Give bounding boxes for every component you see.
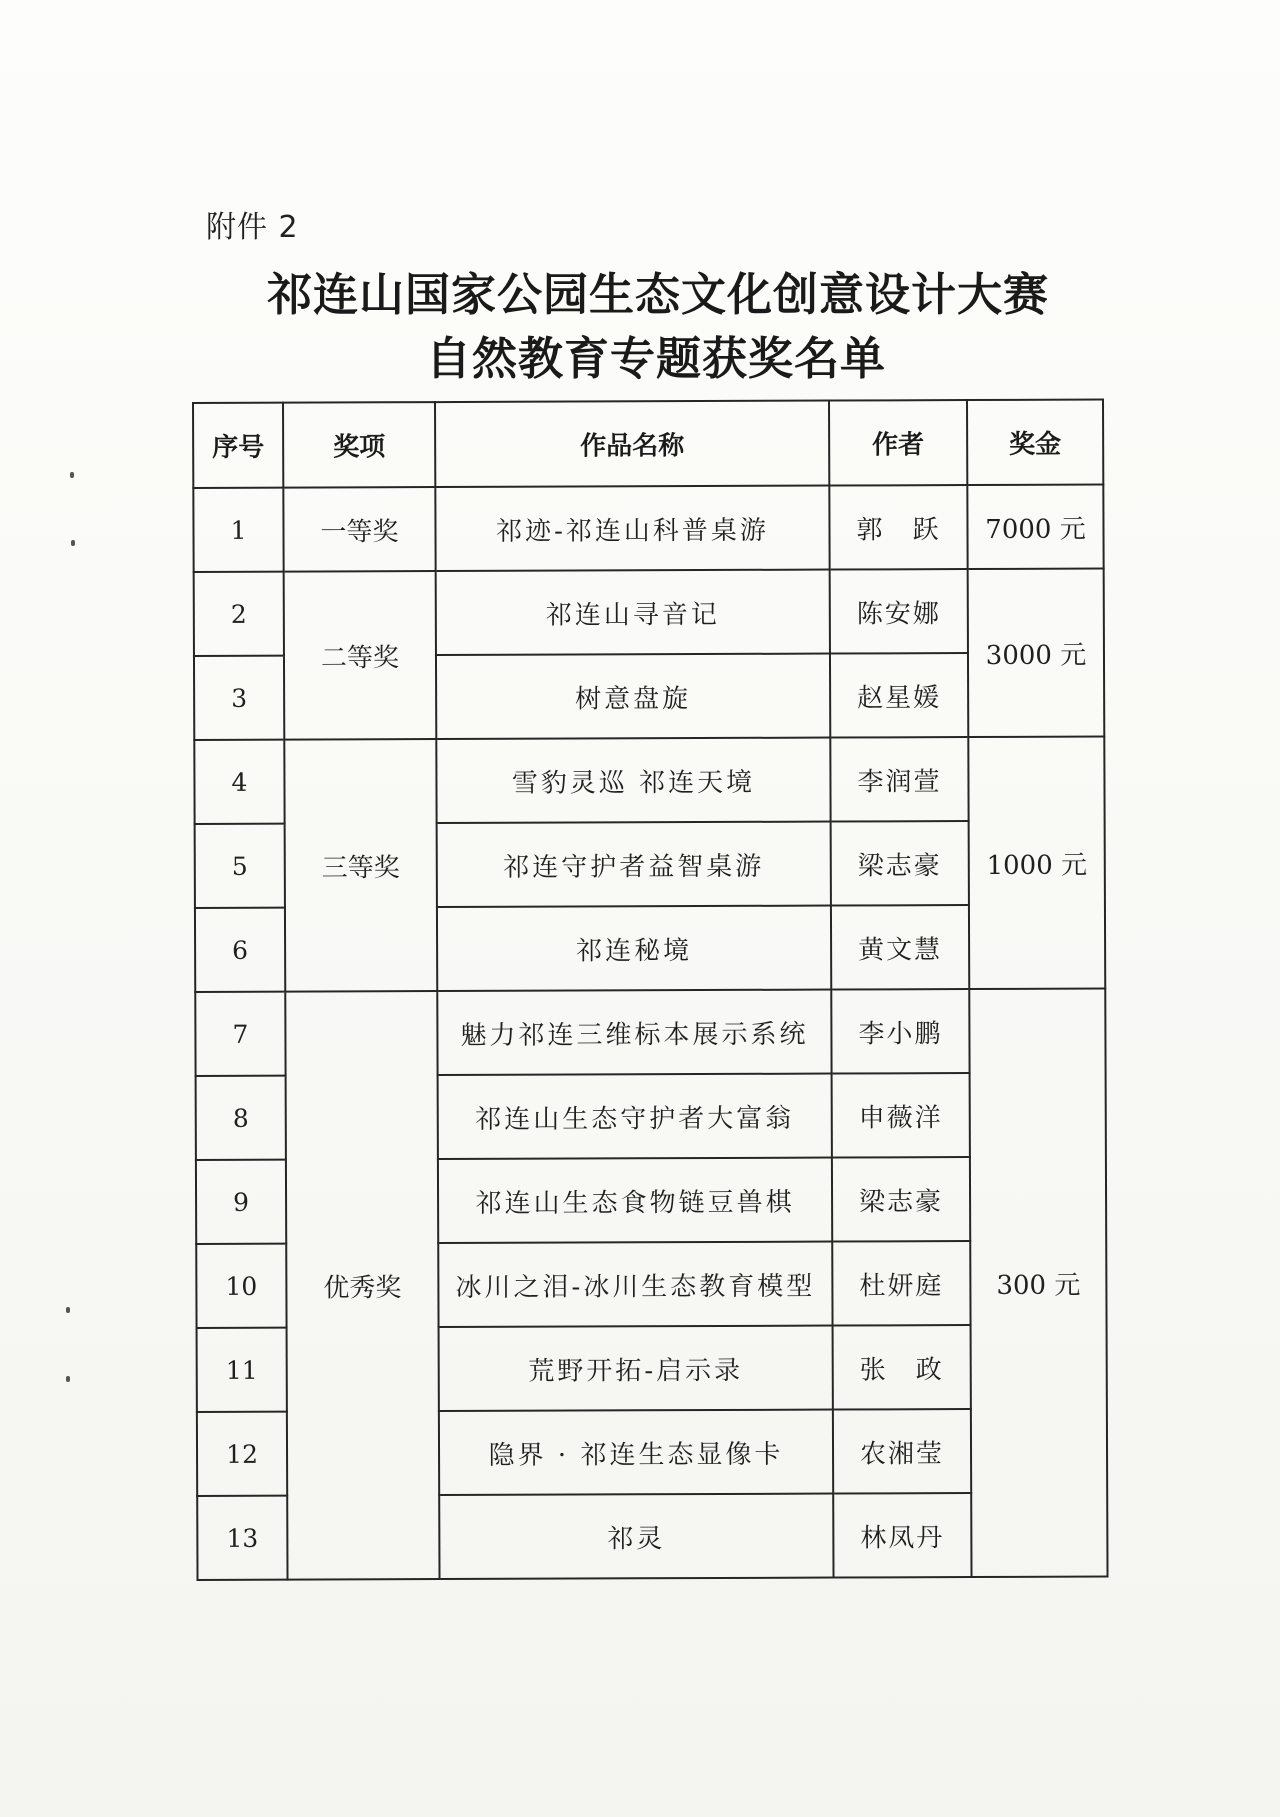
document-title: 祁连山国家公园生态文化创意设计大赛: [266, 268, 1049, 321]
row-index: 11: [197, 1328, 287, 1412]
row-index: 10: [196, 1244, 286, 1328]
work-title: 祁连山寻音记: [436, 570, 830, 656]
row-index: 1: [193, 488, 283, 572]
author-name: 李润萱: [830, 737, 968, 822]
column-header-author: 作者: [829, 400, 967, 486]
attachment-label: 附件 2: [206, 210, 299, 245]
work-title: 祁迹-祁连山科普桌游: [435, 486, 829, 572]
row-index: 8: [196, 1076, 286, 1160]
row-index: 7: [195, 992, 285, 1076]
work-title: 祁连秘境: [437, 906, 831, 992]
table-row: [194, 736, 1104, 823]
work-title: 魅力祁连三维标本展示系统: [437, 990, 831, 1076]
document-subtitle: 自然教育专题获奖名单: [425, 332, 886, 385]
award-list-table: [192, 398, 1109, 1580]
author-name: 杜妍庭: [832, 1241, 970, 1326]
author-name: 李小鹏: [831, 989, 969, 1074]
author-name: 赵星媛: [830, 653, 968, 738]
scan-speck: [66, 1376, 70, 1382]
author-name: 林凤丹: [833, 1493, 971, 1578]
row-index: 5: [195, 824, 285, 908]
table-row: [195, 988, 1105, 1075]
work-title: 祁连山生态守护者大富翁: [438, 1074, 832, 1160]
prize-amount: 3000 元: [968, 569, 1105, 738]
prize-amount: 7000 元: [967, 485, 1103, 570]
work-title: 祁连山生态食物链豆兽棋: [438, 1158, 832, 1244]
work-title: 荒野开拓-启示录: [439, 1326, 833, 1412]
row-index: 13: [197, 1496, 287, 1580]
column-header-work: 作品名称: [435, 401, 829, 488]
work-title: 冰川之泪-冰川生态教育模型: [438, 1242, 832, 1328]
author-name: 黄文慧: [831, 905, 969, 990]
column-header-index: 序号: [193, 403, 283, 488]
award-level: 二等奖: [284, 571, 437, 740]
work-title: 隐界 · 祁连生态显像卡: [439, 1410, 833, 1496]
row-index: 12: [197, 1412, 287, 1496]
row-index: 9: [196, 1160, 286, 1244]
author-name: 申薇洋: [832, 1073, 970, 1158]
work-title: 树意盘旋: [436, 654, 830, 740]
author-name: 张 政: [833, 1325, 971, 1410]
prize-amount: 1000 元: [968, 736, 1105, 989]
row-index: 4: [194, 740, 284, 824]
award-level: 三等奖: [284, 739, 437, 992]
award-level: 一等奖: [283, 487, 435, 572]
author-name: 陈安娜: [830, 569, 968, 654]
column-header-award: 奖项: [283, 402, 435, 488]
row-index: 3: [194, 656, 284, 740]
column-header-prize: 奖金: [967, 400, 1103, 486]
table-row: [194, 569, 1104, 656]
prize-amount: 300 元: [969, 988, 1107, 1577]
author-name: 郭 跃: [829, 485, 967, 570]
author-name: 农湘莹: [833, 1409, 971, 1494]
award-level: 优秀奖: [285, 991, 439, 1580]
author-name: 梁志豪: [832, 1157, 970, 1242]
scan-speck: [71, 540, 75, 546]
author-name: 梁志豪: [831, 821, 969, 906]
row-index: 6: [195, 908, 285, 992]
row-index: 2: [194, 572, 284, 656]
table-row: [193, 485, 1103, 572]
work-title: 雪豹灵巡 祁连天境: [436, 738, 830, 824]
scan-speck: [70, 472, 74, 478]
scan-speck: [66, 1307, 70, 1313]
table-header-row: [193, 400, 1103, 488]
work-title: 祁连守护者益智桌游: [437, 822, 831, 908]
work-title: 祁灵: [439, 1494, 833, 1580]
